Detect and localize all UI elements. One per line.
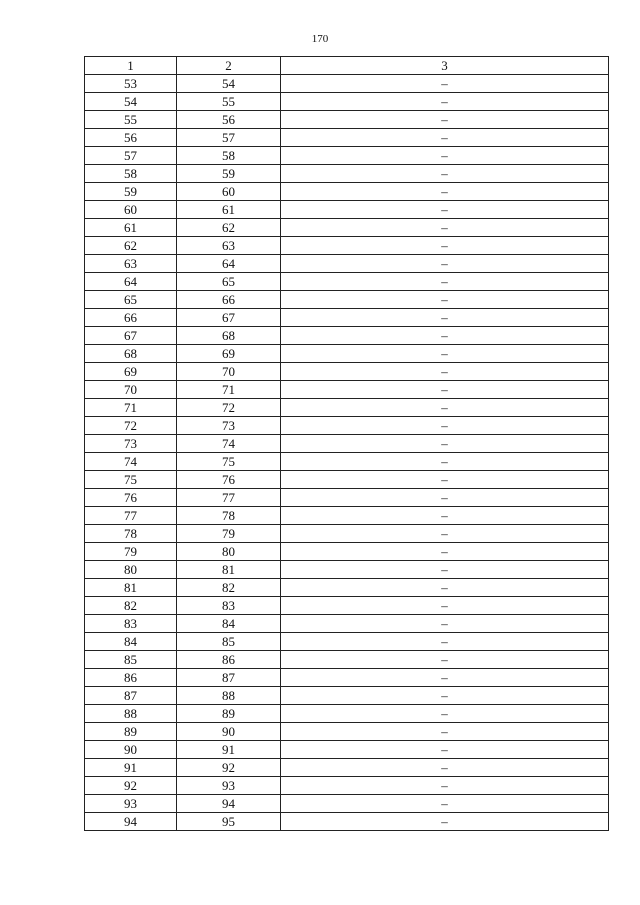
table-row — [85, 75, 609, 93]
table-row — [85, 381, 609, 399]
table-cell-col-2: 56 — [177, 111, 281, 129]
table-row — [85, 579, 609, 597]
page-number: 170 — [311, 33, 329, 45]
table-row — [85, 651, 609, 669]
table-cell-col-1: 66 — [85, 309, 177, 327]
data-table — [84, 56, 609, 831]
table-cell-col-3: – — [281, 543, 609, 561]
table-cell-col-1: 78 — [85, 525, 177, 543]
table-cell-col-1: 65 — [85, 291, 177, 309]
column-header-1: 1 — [85, 57, 177, 75]
table-cell-col-3: – — [281, 237, 609, 255]
table-cell-col-3: – — [281, 453, 609, 471]
table-cell-col-3: – — [281, 93, 609, 111]
table-cell-col-2: 79 — [177, 525, 281, 543]
table-cell-col-1: 88 — [85, 705, 177, 723]
table-cell-col-1: 67 — [85, 327, 177, 345]
table-cell-col-3: – — [281, 813, 609, 831]
table-cell-col-3: – — [281, 345, 609, 363]
table-cell-col-1: 81 — [85, 579, 177, 597]
table-row — [85, 183, 609, 201]
table-cell-col-2: 82 — [177, 579, 281, 597]
table-cell-col-2: 77 — [177, 489, 281, 507]
table-body — [85, 75, 609, 831]
table-cell-col-3: – — [281, 183, 609, 201]
table-cell-col-2: 72 — [177, 399, 281, 417]
table-cell-col-3: – — [281, 435, 609, 453]
table-cell-col-2: 83 — [177, 597, 281, 615]
table-cell-col-1: 58 — [85, 165, 177, 183]
table-row — [85, 417, 609, 435]
table-row — [85, 471, 609, 489]
table-cell-col-2: 69 — [177, 345, 281, 363]
table-cell-col-3: – — [281, 219, 609, 237]
table-row — [85, 201, 609, 219]
table-row — [85, 255, 609, 273]
table-cell-col-2: 86 — [177, 651, 281, 669]
table-cell-col-2: 66 — [177, 291, 281, 309]
table-row — [85, 705, 609, 723]
table-cell-col-2: 60 — [177, 183, 281, 201]
table-row — [85, 561, 609, 579]
table-cell-col-2: 68 — [177, 327, 281, 345]
table-row — [85, 507, 609, 525]
table-cell-col-3: – — [281, 471, 609, 489]
table-cell-col-3: – — [281, 633, 609, 651]
table-row — [85, 147, 609, 165]
table-row — [85, 363, 609, 381]
table-cell-col-1: 73 — [85, 435, 177, 453]
table-cell-col-3: – — [281, 759, 609, 777]
table-row — [85, 165, 609, 183]
table-cell-col-2: 73 — [177, 417, 281, 435]
table-cell-col-1: 82 — [85, 597, 177, 615]
table-cell-col-3: – — [281, 165, 609, 183]
table-cell-col-1: 68 — [85, 345, 177, 363]
table-cell-col-2: 65 — [177, 273, 281, 291]
table-cell-col-3: – — [281, 381, 609, 399]
table-row — [85, 669, 609, 687]
table-cell-col-2: 55 — [177, 93, 281, 111]
table-row — [85, 237, 609, 255]
table-cell-col-2: 63 — [177, 237, 281, 255]
table-cell-col-2: 70 — [177, 363, 281, 381]
table-cell-col-3: – — [281, 741, 609, 759]
column-header-3: 3 — [281, 57, 609, 75]
table-cell-col-1: 92 — [85, 777, 177, 795]
table-cell-col-3: – — [281, 705, 609, 723]
header-row — [85, 57, 609, 75]
table-cell-col-2: 59 — [177, 165, 281, 183]
table-cell-col-1: 75 — [85, 471, 177, 489]
table-cell-col-1: 76 — [85, 489, 177, 507]
table-row — [85, 435, 609, 453]
table-cell-col-3: – — [281, 255, 609, 273]
table-cell-col-2: 74 — [177, 435, 281, 453]
table-cell-col-1: 87 — [85, 687, 177, 705]
table-cell-col-1: 69 — [85, 363, 177, 381]
table-row — [85, 597, 609, 615]
table-cell-col-1: 62 — [85, 237, 177, 255]
column-header-2: 2 — [177, 57, 281, 75]
table-row — [85, 795, 609, 813]
table-cell-col-2: 90 — [177, 723, 281, 741]
table-cell-col-3: – — [281, 597, 609, 615]
table-cell-col-3: – — [281, 489, 609, 507]
table-cell-col-1: 54 — [85, 93, 177, 111]
table-cell-col-2: 87 — [177, 669, 281, 687]
table-row — [85, 219, 609, 237]
table-cell-col-3: – — [281, 651, 609, 669]
table-cell-col-1: 90 — [85, 741, 177, 759]
table-cell-col-2: 95 — [177, 813, 281, 831]
table-row — [85, 615, 609, 633]
table-row — [85, 93, 609, 111]
table-row — [85, 543, 609, 561]
table-row — [85, 525, 609, 543]
table-cell-col-3: – — [281, 363, 609, 381]
table-cell-col-1: 85 — [85, 651, 177, 669]
table-cell-col-2: 80 — [177, 543, 281, 561]
table-row — [85, 489, 609, 507]
table-cell-col-1: 59 — [85, 183, 177, 201]
table-cell-col-3: – — [281, 129, 609, 147]
table-cell-col-3: – — [281, 327, 609, 345]
table-cell-col-2: 92 — [177, 759, 281, 777]
table-cell-col-1: 72 — [85, 417, 177, 435]
table-row — [85, 741, 609, 759]
table-cell-col-2: 58 — [177, 147, 281, 165]
table-cell-col-2: 94 — [177, 795, 281, 813]
table-cell-col-3: – — [281, 147, 609, 165]
table-cell-col-3: – — [281, 615, 609, 633]
table-cell-col-2: 61 — [177, 201, 281, 219]
table-row — [85, 309, 609, 327]
table-cell-col-1: 86 — [85, 669, 177, 687]
table-cell-col-3: – — [281, 687, 609, 705]
table-cell-col-1: 55 — [85, 111, 177, 129]
table-cell-col-2: 93 — [177, 777, 281, 795]
table-row — [85, 111, 609, 129]
table-cell-col-1: 56 — [85, 129, 177, 147]
table-row — [85, 759, 609, 777]
table-cell-col-1: 63 — [85, 255, 177, 273]
table-cell-col-3: – — [281, 723, 609, 741]
table-cell-col-1: 89 — [85, 723, 177, 741]
table-row — [85, 273, 609, 291]
table-cell-col-1: 83 — [85, 615, 177, 633]
table-cell-col-1: 71 — [85, 399, 177, 417]
table-cell-col-3: – — [281, 795, 609, 813]
table-cell-col-3: – — [281, 273, 609, 291]
table-cell-col-1: 61 — [85, 219, 177, 237]
table-row — [85, 327, 609, 345]
table-cell-col-2: 81 — [177, 561, 281, 579]
table-row — [85, 633, 609, 651]
table-cell-col-3: – — [281, 201, 609, 219]
table-row — [85, 813, 609, 831]
table-cell-col-1: 94 — [85, 813, 177, 831]
table-row — [85, 777, 609, 795]
table-cell-col-1: 91 — [85, 759, 177, 777]
table-cell-col-1: 53 — [85, 75, 177, 93]
table-row — [85, 291, 609, 309]
table-cell-col-3: – — [281, 399, 609, 417]
table-cell-col-2: 54 — [177, 75, 281, 93]
table-cell-col-2: 75 — [177, 453, 281, 471]
table-cell-col-3: – — [281, 309, 609, 327]
table-cell-col-2: 84 — [177, 615, 281, 633]
table-cell-col-2: 57 — [177, 129, 281, 147]
table-cell-col-1: 64 — [85, 273, 177, 291]
table-cell-col-3: – — [281, 291, 609, 309]
table-cell-col-3: – — [281, 777, 609, 795]
table-cell-col-1: 84 — [85, 633, 177, 651]
table-cell-col-3: – — [281, 561, 609, 579]
table-cell-col-2: 89 — [177, 705, 281, 723]
table-cell-col-3: – — [281, 417, 609, 435]
table-cell-col-2: 91 — [177, 741, 281, 759]
table-cell-col-1: 79 — [85, 543, 177, 561]
table-row — [85, 399, 609, 417]
table-cell-col-1: 74 — [85, 453, 177, 471]
table-cell-col-2: 85 — [177, 633, 281, 651]
table-cell-col-1: 60 — [85, 201, 177, 219]
table-cell-col-1: 57 — [85, 147, 177, 165]
table-cell-col-1: 70 — [85, 381, 177, 399]
table-row — [85, 345, 609, 363]
table-row — [85, 723, 609, 741]
table-cell-col-3: – — [281, 579, 609, 597]
table-cell-col-3: – — [281, 507, 609, 525]
table-cell-col-2: 62 — [177, 219, 281, 237]
table-cell-col-2: 67 — [177, 309, 281, 327]
table-row — [85, 129, 609, 147]
table-cell-col-3: – — [281, 525, 609, 543]
table-cell-col-2: 88 — [177, 687, 281, 705]
table-row — [85, 687, 609, 705]
table-cell-col-2: 76 — [177, 471, 281, 489]
table-cell-col-3: – — [281, 669, 609, 687]
table-cell-col-1: 93 — [85, 795, 177, 813]
table-cell-col-3: – — [281, 75, 609, 93]
table-cell-col-1: 77 — [85, 507, 177, 525]
table-cell-col-2: 78 — [177, 507, 281, 525]
table-cell-col-1: 80 — [85, 561, 177, 579]
table-row — [85, 453, 609, 471]
table-header — [85, 57, 609, 75]
table-cell-col-2: 64 — [177, 255, 281, 273]
table-cell-col-2: 71 — [177, 381, 281, 399]
table-cell-col-3: – — [281, 111, 609, 129]
